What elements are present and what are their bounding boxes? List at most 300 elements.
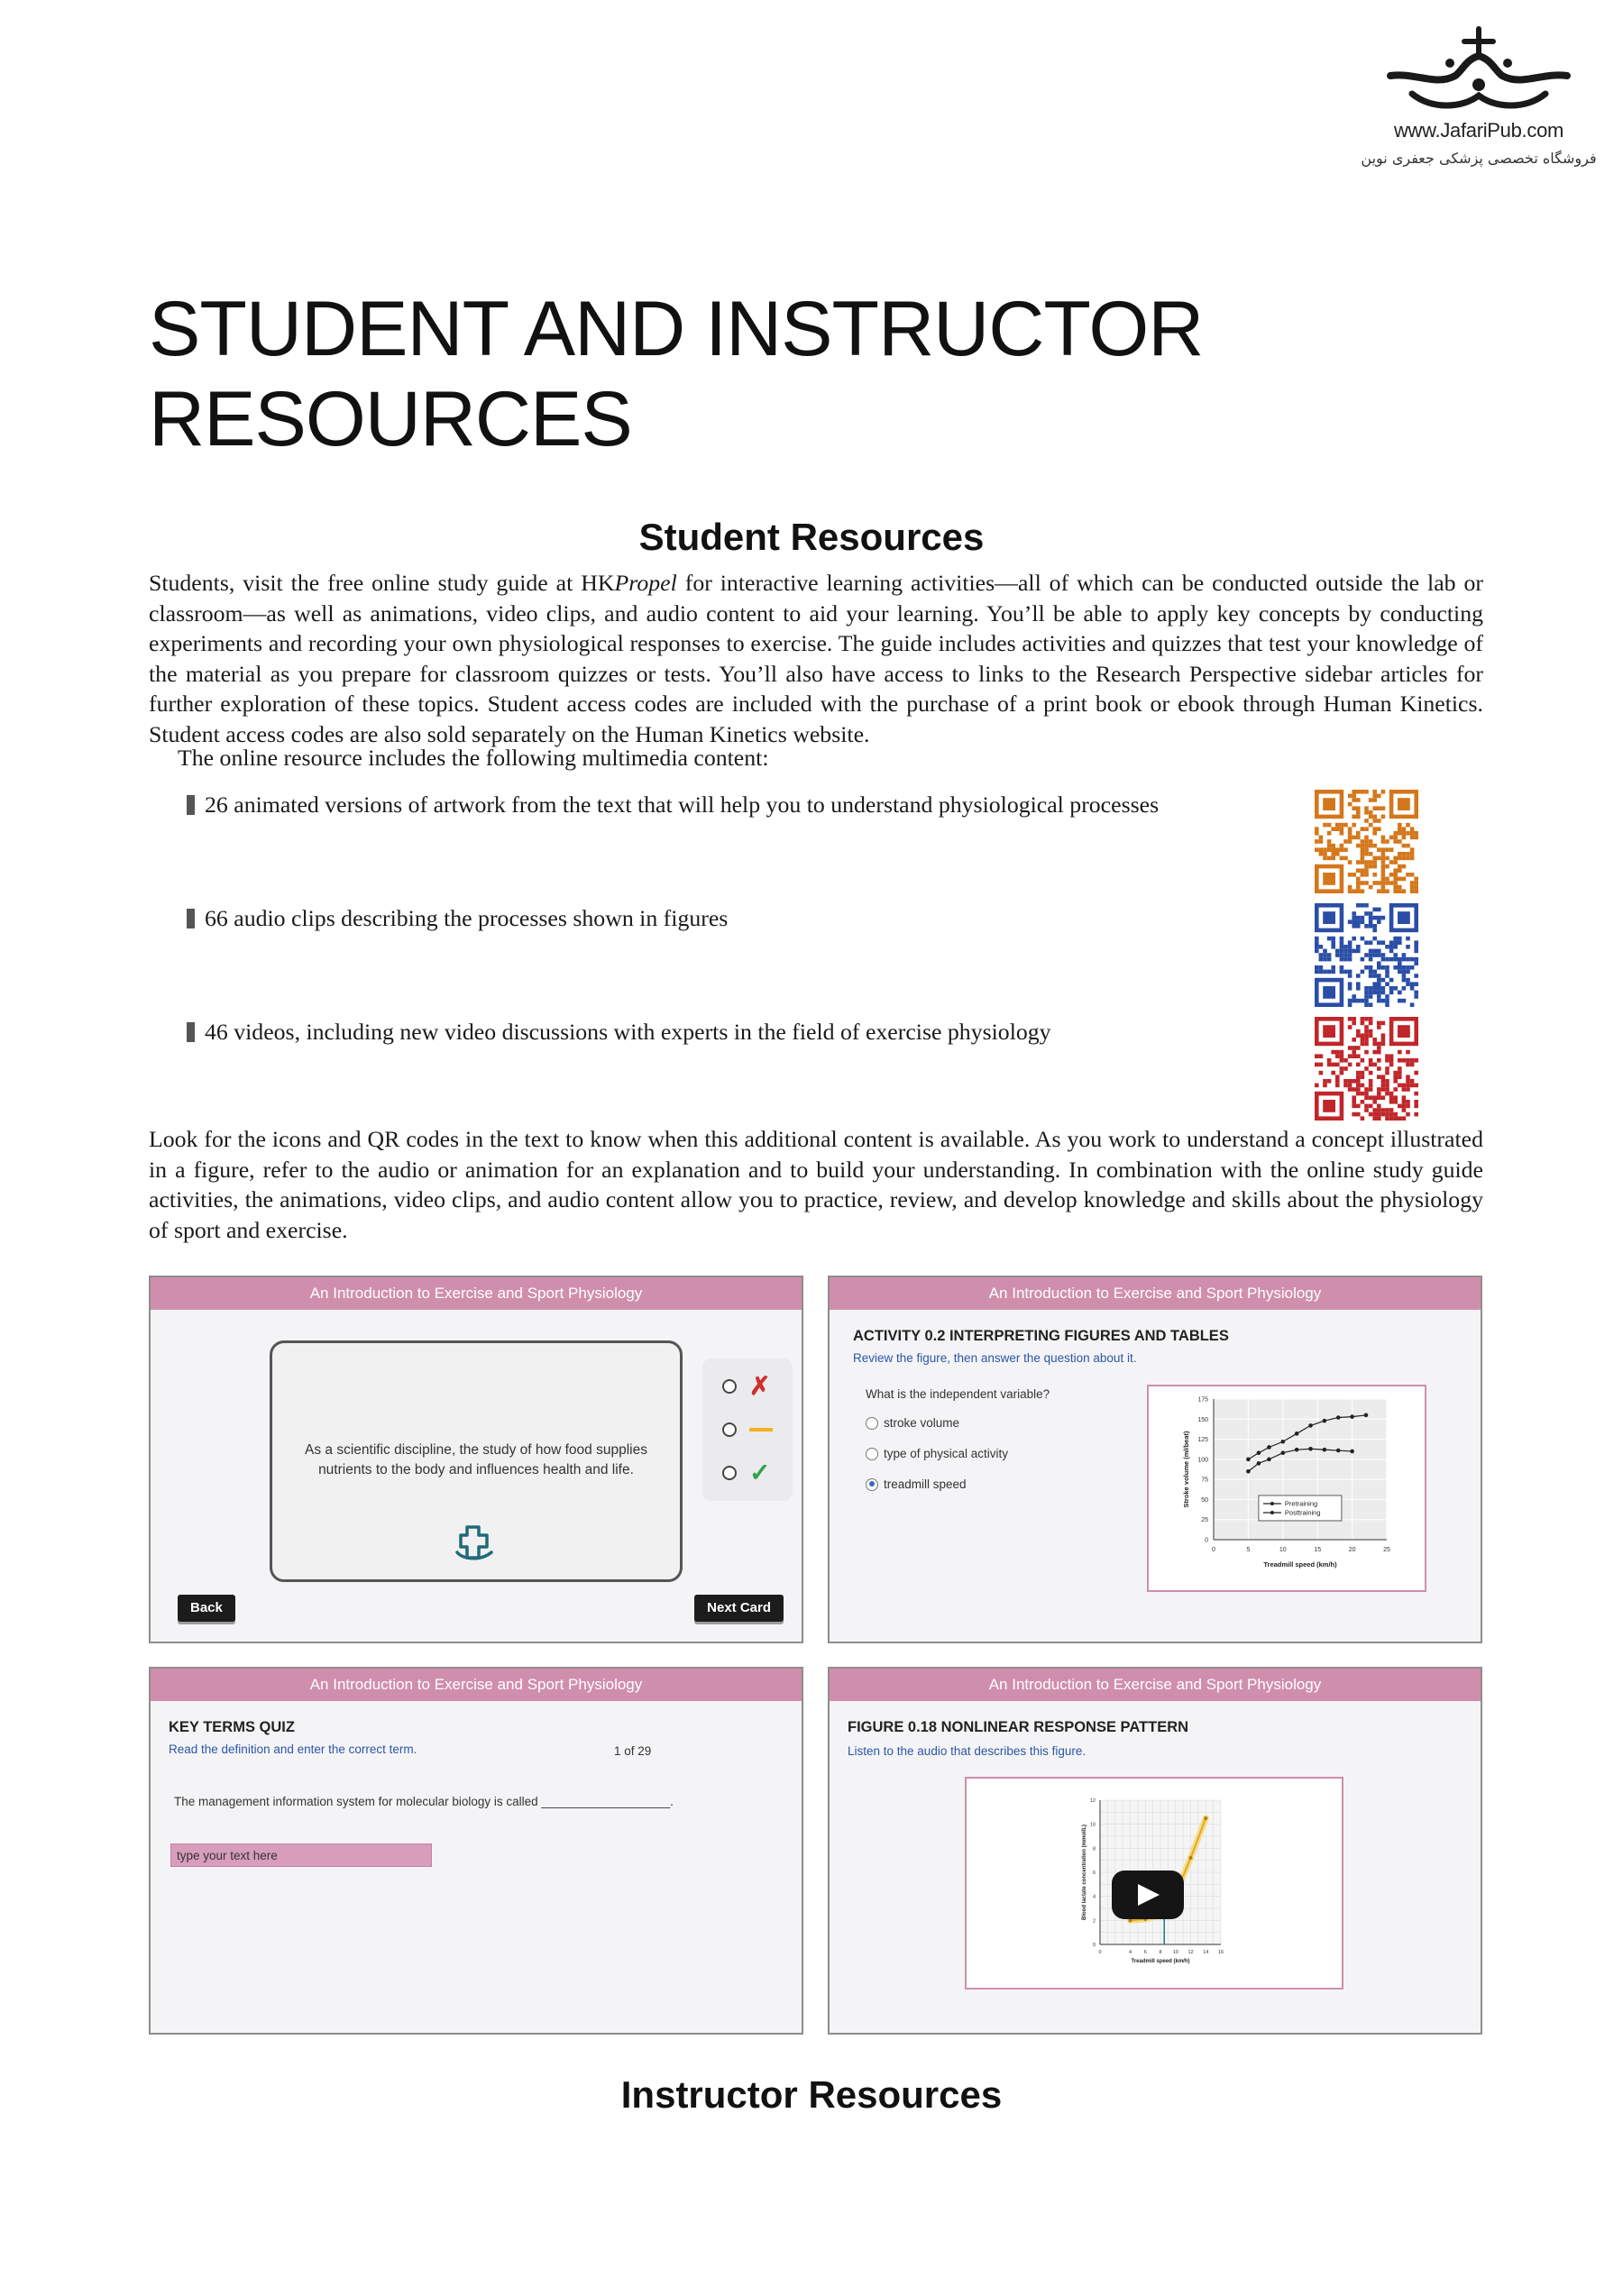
radio-button[interactable]	[722, 1379, 737, 1394]
qr-module	[1389, 860, 1394, 864]
page-title-line-1: STUDENT AND INSTRUCTOR	[149, 286, 1204, 372]
qr-module	[1335, 1050, 1340, 1055]
qr-module	[1369, 1079, 1373, 1084]
qr-module	[1356, 974, 1361, 978]
qr-module	[1402, 877, 1407, 882]
x-axis-label: Treadmill speed (km/h)	[1263, 1560, 1337, 1569]
bullet-videos	[187, 1019, 1051, 1046]
qr-module	[1372, 916, 1377, 920]
qr-module	[1327, 970, 1332, 974]
qr-module	[1381, 1095, 1386, 1100]
qr-module	[1414, 1084, 1418, 1088]
qr-module	[1402, 844, 1407, 848]
qr-module	[1361, 1021, 1365, 1026]
qr-module	[1361, 916, 1365, 920]
qr-module	[1343, 823, 1348, 828]
flip-card-icon[interactable]	[454, 1522, 495, 1563]
qr-module	[1389, 873, 1394, 877]
qr-code-videos-icon[interactable]	[1315, 1017, 1418, 1121]
qr-module	[1352, 916, 1356, 920]
qr-module	[1398, 827, 1402, 831]
next-card-button[interactable]: Next Card	[694, 1595, 784, 1622]
rating-unsure[interactable]	[722, 1416, 785, 1443]
qr-module	[1356, 806, 1361, 810]
publisher-url[interactable]: www.JafariPub.com	[1393, 119, 1564, 142]
qr-module	[1356, 844, 1361, 848]
qr-module	[1343, 1066, 1348, 1071]
y-tick-label: 75	[1201, 1477, 1208, 1484]
qr-module	[1335, 953, 1340, 957]
screen-title-bar: An Introduction to Exercise and Sport Physiology	[830, 1669, 1481, 1701]
qr-module	[1377, 1042, 1381, 1047]
qr-module	[1402, 852, 1407, 856]
qr-module	[1331, 1063, 1335, 1067]
qr-module	[1356, 945, 1361, 949]
qr-module	[1348, 1002, 1352, 1007]
qr-module	[1372, 1108, 1377, 1112]
qr-module	[1406, 945, 1410, 949]
qr-module	[1340, 1071, 1344, 1075]
qr-module	[1340, 937, 1344, 941]
qr-module	[1389, 1100, 1394, 1104]
qr-module	[1410, 1084, 1415, 1088]
qr-module	[1361, 1033, 1365, 1038]
qr-module	[1315, 970, 1319, 974]
qr-module	[1402, 1104, 1407, 1109]
qr-module	[1377, 881, 1381, 885]
qr-module	[1402, 965, 1407, 970]
qr-module	[1398, 1071, 1402, 1075]
qr-module	[1319, 965, 1324, 970]
radio-button[interactable]	[722, 1466, 737, 1480]
qr-module	[1369, 957, 1373, 962]
qr-module	[1414, 945, 1418, 949]
qr-module	[1343, 1084, 1348, 1088]
qr-module	[1414, 1112, 1418, 1117]
qr-module	[1340, 1054, 1344, 1058]
answer-option-treadmill-speed[interactable]	[866, 1477, 967, 1491]
data-point	[1308, 1423, 1313, 1428]
qr-module	[1389, 940, 1394, 945]
qr-module	[1393, 940, 1398, 945]
qr-module	[1406, 1112, 1410, 1117]
qr-module	[1377, 1087, 1381, 1092]
qr-module	[1352, 1104, 1356, 1109]
qr-module	[1381, 957, 1386, 962]
qr-module	[1389, 1095, 1394, 1100]
qr-module	[1352, 924, 1356, 928]
data-point	[1295, 1432, 1299, 1436]
radio-button[interactable]	[866, 1448, 878, 1460]
qr-module	[1377, 1095, 1381, 1100]
qr-module	[1402, 1095, 1407, 1100]
qr-module	[1364, 868, 1369, 873]
figure-title: FIGURE 0.18 NONLINEAR RESPONSE PATTERN	[848, 1719, 1189, 1735]
data-point	[1364, 1413, 1369, 1418]
qr-module	[1343, 953, 1348, 957]
qr-module	[1361, 856, 1365, 861]
qr-module	[1369, 1084, 1373, 1088]
qr-module	[1406, 852, 1410, 856]
qr-module	[1364, 953, 1369, 957]
qr-module	[1352, 806, 1356, 810]
qr-module	[1372, 1116, 1377, 1121]
radio-button[interactable]	[722, 1422, 737, 1437]
qr-module	[1393, 953, 1398, 957]
qr-module	[1406, 1100, 1410, 1104]
answer-option-physical-activity[interactable]	[866, 1447, 1008, 1460]
qr-module	[1393, 1100, 1398, 1104]
qr-module	[1414, 974, 1418, 978]
qr-module	[1389, 1112, 1394, 1117]
qr-module	[1364, 864, 1369, 869]
qr-module	[1381, 1038, 1386, 1042]
qr-module	[1319, 957, 1324, 962]
qr-module	[1381, 856, 1386, 861]
qr-module	[1377, 819, 1381, 823]
qr-module	[1356, 831, 1361, 836]
qr-module	[1381, 986, 1386, 991]
data-point	[1189, 1856, 1193, 1860]
qr-module	[1381, 881, 1386, 885]
x-tick-label: 10	[1279, 1547, 1287, 1553]
qr-module	[1356, 815, 1361, 819]
qr-module	[1315, 1063, 1319, 1067]
qr-module	[1356, 881, 1361, 885]
qr-module	[1406, 831, 1410, 836]
qr-module	[1398, 970, 1402, 974]
qr-module	[1398, 1116, 1402, 1121]
qr-module	[1377, 974, 1381, 978]
qr-module	[1348, 1063, 1352, 1067]
qr-module	[1319, 1054, 1324, 1058]
qr-module	[1410, 957, 1415, 962]
qr-code-audio-icon[interactable]	[1315, 903, 1418, 1007]
qr-module	[1381, 847, 1386, 852]
qr-module	[1364, 1025, 1369, 1029]
rating-correct[interactable]	[722, 1459, 785, 1486]
qr-module	[1402, 957, 1407, 962]
qr-module	[1385, 877, 1389, 882]
answer-option-stroke-volume[interactable]	[866, 1416, 959, 1430]
qr-module	[1406, 1058, 1410, 1063]
qr-module	[1377, 982, 1381, 986]
qr-module	[1361, 1017, 1365, 1021]
qr-module	[1393, 1095, 1398, 1100]
activity-question: What is the independent variable?	[866, 1387, 1050, 1401]
qr-module	[1372, 986, 1377, 991]
qr-module	[1315, 940, 1319, 945]
qr-module	[1335, 1084, 1340, 1088]
qr-module	[1385, 856, 1389, 861]
figure-video-player[interactable]	[965, 1777, 1343, 1990]
additional-content-paragraph: Look for the icons and QR codes in the text to know when this additional content is available. As you work to understand a concept illustrated in a figure, refer to the audio or animation for an explanation and to build your understanding. In combination with the online study guide activities, the animations, video clips, and audio content allow you to practice, review, and develop knowledge and skills about the physiology of sport and exercise.	[149, 1126, 1483, 1243]
qr-module	[1340, 953, 1344, 957]
qr-module	[1393, 965, 1398, 970]
qr-module	[1364, 940, 1369, 945]
qr-module	[1352, 823, 1356, 828]
qr-module	[1348, 1079, 1352, 1084]
qr-module	[1410, 1079, 1415, 1084]
data-point	[1281, 1440, 1286, 1444]
qr-module	[1402, 970, 1407, 974]
qr-module	[1343, 949, 1348, 954]
qr-module	[1406, 1063, 1410, 1067]
qr-module	[1335, 1063, 1340, 1067]
x-tick-label: 5	[1246, 1547, 1251, 1553]
qr-module	[1327, 1079, 1332, 1084]
qr-module	[1385, 1108, 1389, 1112]
qr-module	[1402, 1116, 1407, 1121]
qr-module	[1340, 945, 1344, 949]
qr-module	[1315, 1084, 1319, 1088]
qr-finder-center	[1398, 1025, 1410, 1038]
qr-module	[1377, 965, 1381, 970]
qr-module	[1393, 856, 1398, 861]
x-tick-label: 14	[1203, 1950, 1209, 1955]
qr-module	[1323, 957, 1327, 962]
qr-module	[1381, 1079, 1386, 1084]
qr-module	[1381, 940, 1386, 945]
qr-module	[1398, 1104, 1402, 1109]
answer-option-label: treadmill speed	[884, 1477, 967, 1491]
qr-module	[1369, 919, 1373, 924]
qr-module	[1402, 986, 1407, 991]
qr-module	[1385, 1084, 1389, 1088]
qr-module	[1356, 916, 1361, 920]
qr-module	[1340, 827, 1344, 831]
qr-module	[1393, 1079, 1398, 1084]
bullet-audio	[187, 905, 728, 932]
qr-module	[1372, 974, 1377, 978]
qr-module	[1335, 949, 1340, 954]
qr-module	[1381, 978, 1386, 983]
qr-module	[1398, 1050, 1402, 1055]
figure-instructions: Listen to the audio that describes this figure.	[848, 1744, 1087, 1758]
qr-module	[1410, 827, 1415, 831]
activity-title: ACTIVITY 0.2 INTERPRETING FIGURES AND TABLES	[853, 1328, 1229, 1344]
student-resources-paragraph	[149, 568, 1483, 749]
qr-module	[1319, 1063, 1324, 1067]
qr-finder-center	[1323, 873, 1335, 885]
qr-module	[1340, 823, 1344, 828]
qr-module	[1414, 1071, 1418, 1075]
data-point	[1323, 1419, 1327, 1423]
qr-module	[1381, 889, 1386, 893]
qr-module	[1340, 831, 1344, 836]
qr-module	[1340, 957, 1344, 962]
qr-module	[1319, 970, 1324, 974]
qr-module	[1389, 945, 1394, 949]
qr-module	[1369, 823, 1373, 828]
qr-module	[1385, 1092, 1389, 1096]
qr-module	[1356, 1087, 1361, 1092]
qr-module	[1340, 949, 1344, 954]
qr-module	[1343, 1079, 1348, 1084]
qr-module	[1348, 1084, 1352, 1088]
qr-finder-center	[1398, 911, 1410, 924]
answer-input[interactable]: type your text here	[170, 1843, 432, 1867]
qr-module	[1356, 1063, 1361, 1067]
qr-module	[1356, 1046, 1361, 1050]
qr-module	[1410, 847, 1415, 852]
qr-module	[1369, 1087, 1373, 1092]
qr-module	[1393, 860, 1398, 864]
qr-module	[1369, 1017, 1373, 1021]
qr-module	[1381, 953, 1386, 957]
qr-module	[1372, 798, 1377, 802]
qr-module	[1410, 1058, 1415, 1063]
radio-button-selected[interactable]	[866, 1478, 878, 1491]
qr-module	[1389, 836, 1394, 840]
qr-module	[1398, 877, 1402, 882]
qr-module	[1343, 839, 1348, 844]
qr-module	[1414, 877, 1418, 882]
paragraph-text-start: Students, visit the free online study guide at HK	[149, 570, 615, 596]
back-button[interactable]: Back	[178, 1595, 235, 1622]
qr-module	[1323, 949, 1327, 954]
qr-module	[1364, 1002, 1369, 1007]
qr-module	[1377, 999, 1381, 1003]
y-axis-label: Stroke volume (ml/beat)	[1182, 1431, 1190, 1508]
qr-module	[1364, 844, 1369, 848]
qr-module	[1348, 1087, 1352, 1092]
qr-module	[1406, 873, 1410, 877]
qr-module	[1327, 839, 1332, 844]
qr-module	[1414, 885, 1418, 890]
qr-module	[1356, 924, 1361, 928]
qr-module	[1323, 823, 1327, 828]
data-point	[1308, 1447, 1313, 1451]
qr-module	[1348, 839, 1352, 844]
qr-module	[1369, 994, 1373, 999]
qr-module	[1393, 889, 1398, 893]
qr-module	[1406, 1075, 1410, 1079]
qr-module	[1352, 790, 1356, 794]
qr-module	[1402, 864, 1407, 869]
qr-module	[1398, 1066, 1402, 1071]
qr-module	[1377, 794, 1381, 799]
qr-module	[1348, 953, 1352, 957]
qr-module	[1343, 945, 1348, 949]
data-point	[1267, 1445, 1271, 1450]
qr-module	[1356, 868, 1361, 873]
qr-module	[1327, 844, 1332, 848]
y-tick-label: 8	[1092, 1846, 1096, 1852]
qr-module	[1406, 1104, 1410, 1109]
student-resources-heading: Student Resources	[638, 516, 985, 558]
qr-module	[1343, 957, 1348, 962]
play-button-icon[interactable]	[1112, 1871, 1184, 1919]
qr-module	[1377, 978, 1381, 983]
qr-module	[1323, 970, 1327, 974]
qr-module	[1402, 831, 1407, 836]
qr-module	[1369, 974, 1373, 978]
qr-module	[1398, 1084, 1402, 1088]
qr-module	[1319, 953, 1324, 957]
qr-module	[1402, 974, 1407, 978]
qr-module	[1364, 999, 1369, 1003]
screen-title-bar: An Introduction to Exercise and Sport Physiology	[151, 1277, 802, 1310]
qr-finder-center	[1398, 798, 1410, 810]
bullet-marker-icon	[187, 795, 195, 815]
radio-button[interactable]	[866, 1417, 878, 1430]
answer-option-label: type of physical activity	[884, 1447, 1009, 1460]
qr-module	[1377, 991, 1381, 995]
qr-module	[1356, 1054, 1361, 1058]
flashcard[interactable]	[270, 1340, 683, 1582]
qr-module	[1389, 1054, 1394, 1058]
qr-module	[1369, 1002, 1373, 1007]
qr-module	[1364, 986, 1369, 991]
qr-module	[1364, 881, 1369, 885]
qr-module	[1406, 957, 1410, 962]
qr-module	[1348, 974, 1352, 978]
publisher-logo	[1352, 20, 1605, 182]
qr-module	[1385, 945, 1389, 949]
data-point	[1257, 1450, 1261, 1455]
qr-module	[1393, 1075, 1398, 1079]
qr-module	[1414, 982, 1418, 986]
bullet-marker-icon	[187, 1022, 195, 1042]
qr-module	[1381, 852, 1386, 856]
qr-module	[1393, 885, 1398, 890]
qr-module	[1352, 794, 1356, 799]
qr-module	[1377, 1075, 1381, 1079]
activity-screen	[828, 1276, 1482, 1643]
qr-module	[1364, 1050, 1369, 1055]
qr-module	[1377, 1066, 1381, 1071]
qr-module	[1356, 790, 1361, 794]
qr-module	[1385, 847, 1389, 852]
qr-module	[1372, 856, 1377, 861]
qr-module	[1369, 1104, 1373, 1109]
qr-module	[1377, 949, 1381, 954]
qr-code-animations-icon[interactable]	[1315, 790, 1418, 893]
data-point	[1267, 1458, 1271, 1462]
qr-module	[1393, 945, 1398, 949]
qr-module	[1331, 844, 1335, 848]
qr-module	[1348, 957, 1352, 962]
qr-module	[1377, 919, 1381, 924]
qr-module	[1372, 806, 1377, 810]
publisher-logo-mark	[1380, 20, 1578, 117]
qr-module	[1402, 827, 1407, 831]
qr-module	[1319, 836, 1324, 840]
qr-module	[1377, 856, 1381, 861]
qr-module	[1361, 1038, 1365, 1042]
qr-module	[1372, 1063, 1377, 1067]
y-tick-label: 25	[1201, 1517, 1208, 1524]
qr-module	[1381, 815, 1386, 819]
qr-module	[1352, 1017, 1356, 1021]
qr-module	[1372, 864, 1377, 869]
qr-module	[1372, 937, 1377, 941]
qr-module	[1369, 1029, 1373, 1034]
qr-module	[1398, 852, 1402, 856]
qr-module	[1361, 889, 1365, 893]
rating-incorrect[interactable]	[722, 1373, 785, 1400]
qr-module	[1356, 1075, 1361, 1079]
qr-module	[1398, 831, 1402, 836]
qr-module	[1393, 1071, 1398, 1075]
qr-module	[1364, 810, 1369, 815]
qr-module	[1315, 847, 1319, 852]
qr-module	[1381, 790, 1386, 794]
paragraph-text-rest: for interactive learning activities—all of which can be conducted outside the lab or classroom—as well as animations, video clips, and audio content to aid your learning. You’ll be able to apply key concepts by conducting experiments and recording your own physiological responses to exercise. The guide includes activities and quizzes that test your knowledge of the material as you prepare for classroom quizzes or tests. You’ll also have access to links to the Research Perspective sidebar articles for further exploration of these topics. Student access codes are included with the purchase of a print book or ebook through Human Kinetics. Student access codes are also sold separately on the Human Kinetics website.	[149, 570, 1483, 747]
qr-module	[1385, 864, 1389, 869]
qr-module	[1319, 847, 1324, 852]
